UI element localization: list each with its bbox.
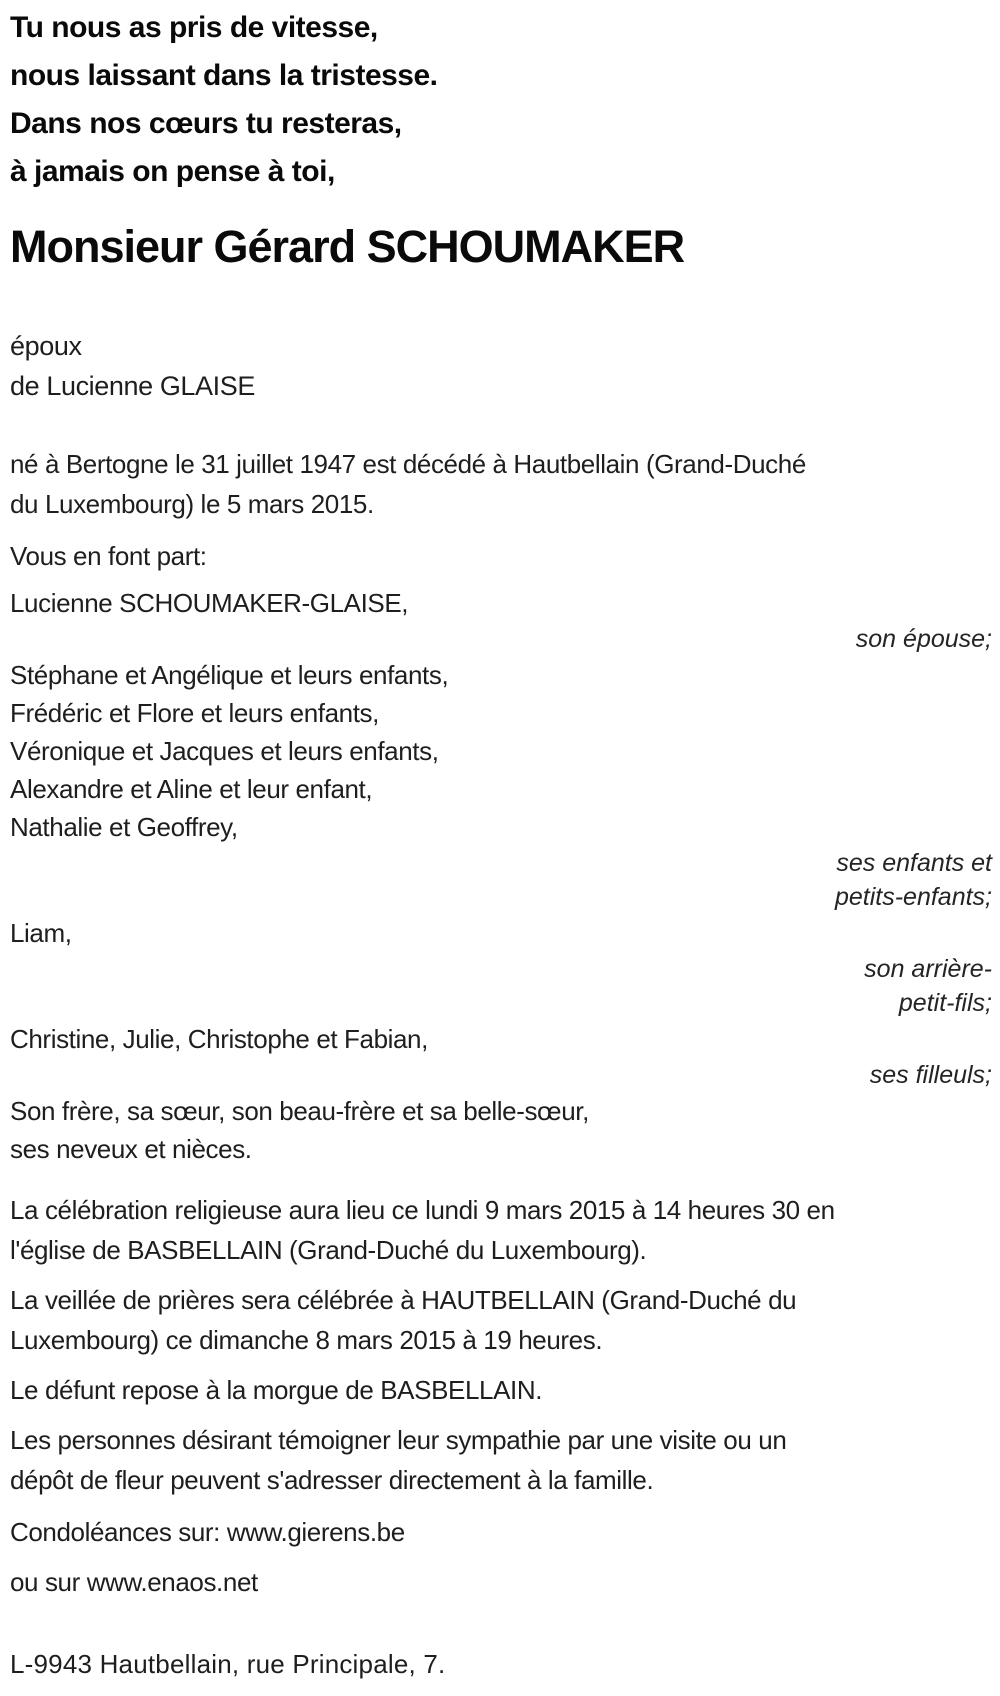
mourner-role-line: ses enfants et <box>836 849 992 877</box>
mourner-name-line: Nathalie et Geoffrey, <box>10 812 238 842</box>
ceremony-line: Les personnes désirant témoigner leur sympathie par une visite ou un <box>10 1425 787 1455</box>
repose-paragraph <box>10 1370 992 1410</box>
announcement-intro <box>10 536 992 576</box>
life-dates-line: né à Bertogne le 31 juillet 1947 est décédé à Hautbellain (Grand-Duché <box>10 449 806 479</box>
mourner-name-line: Liam, <box>10 918 72 948</box>
mourner-name-line: Frédéric et Flore et leurs enfants, <box>10 698 379 728</box>
epigraph <box>10 4 992 196</box>
life-dates-paragraph <box>10 444 992 524</box>
relation-line: époux <box>10 331 82 361</box>
mourner-name-line: Véronique et Jacques et leurs enfants, <box>10 736 439 766</box>
epigraph-line: nous laissant dans la tristesse. <box>10 59 438 92</box>
relation-line: de Lucienne GLAISE <box>10 371 255 401</box>
mourner-role-line: petit-fils; <box>898 989 992 1017</box>
ceremony-line: dépôt de fleur peuvent s'adresser directement à la famille. <box>10 1465 654 1495</box>
ceremony-line: l'église de BASBELLAIN (Grand-Duché du Luxembourg). <box>10 1235 647 1265</box>
mourner-name-line: ses neveux et nièces. <box>10 1134 252 1164</box>
mourner-name-line: Stéphane et Angélique et leurs enfants, <box>10 660 449 690</box>
ceremony-details <box>10 1190 992 1500</box>
condolences-line <box>10 1562 992 1602</box>
epigraph-line: à jamais on pense à toi, <box>10 155 335 188</box>
mourner-role-line: son arrière- <box>864 955 992 983</box>
mourner-group-spouse <box>10 584 992 656</box>
mourner-group-great-grandson <box>10 914 992 1020</box>
mourner-name-line: Christine, Julie, Christophe et Fabian, <box>10 1024 428 1054</box>
mourner-group-siblings <box>10 1092 992 1168</box>
condolences-block <box>10 1512 992 1602</box>
website-url-gierens: www.gierens.be <box>226 1517 405 1547</box>
deceased-name-title: Monsieur Gérard SCHOUMAKER <box>10 221 685 272</box>
ceremony-line: La célébration religieuse aura lieu ce lundi 9 mars 2015 à 14 heures 30 en <box>10 1195 835 1225</box>
mourner-name-line: Alexandre et Aline et leur enfant, <box>10 774 373 804</box>
religious-celebration-paragraph <box>10 1190 992 1270</box>
mourner-name-line: Son frère, sa sœur, son beau-frère et sa belle-sœur, <box>10 1096 589 1126</box>
announcement-intro-line: Vous en font part: <box>10 541 207 571</box>
mourner-name-line: Lucienne SCHOUMAKER-GLAISE, <box>10 588 409 618</box>
condolences-prefix: Condoléances sur: <box>10 1517 220 1547</box>
mourners-list <box>10 584 992 1168</box>
mourner-group-children <box>10 656 992 914</box>
ceremony-line: Luxembourg) ce dimanche 8 mars 2015 à 19 heures. <box>10 1325 603 1355</box>
condolences-line <box>10 1512 992 1552</box>
mourner-role-line: ses filleuls; <box>869 1061 992 1089</box>
epigraph-line: Dans nos cœurs tu resteras, <box>10 107 402 140</box>
sympathy-visits-paragraph <box>10 1420 992 1500</box>
epigraph-line: Tu nous as pris de vitesse, <box>10 11 378 44</box>
prayer-vigil-paragraph <box>10 1280 992 1360</box>
condolences-prefix: ou sur <box>10 1567 80 1597</box>
mourner-role-line: son épouse; <box>855 625 992 653</box>
life-dates-line: du Luxembourg) le 5 mars 2015. <box>10 489 374 519</box>
relation-block <box>10 326 992 406</box>
address-line: L-9943 Hautbellain, rue Principale, 7. <box>10 1649 446 1679</box>
mourner-role-line: petits-enfants; <box>834 883 992 911</box>
website-url-enaos: www.enaos.net <box>86 1567 258 1597</box>
ceremony-line: La veillée de prières sera célébrée à HAUTBELLAIN (Grand-Duché du <box>10 1285 797 1315</box>
mourner-group-godchildren <box>10 1020 992 1092</box>
ceremony-line: Le défunt repose à la morgue de BASBELLAIN. <box>10 1375 543 1405</box>
